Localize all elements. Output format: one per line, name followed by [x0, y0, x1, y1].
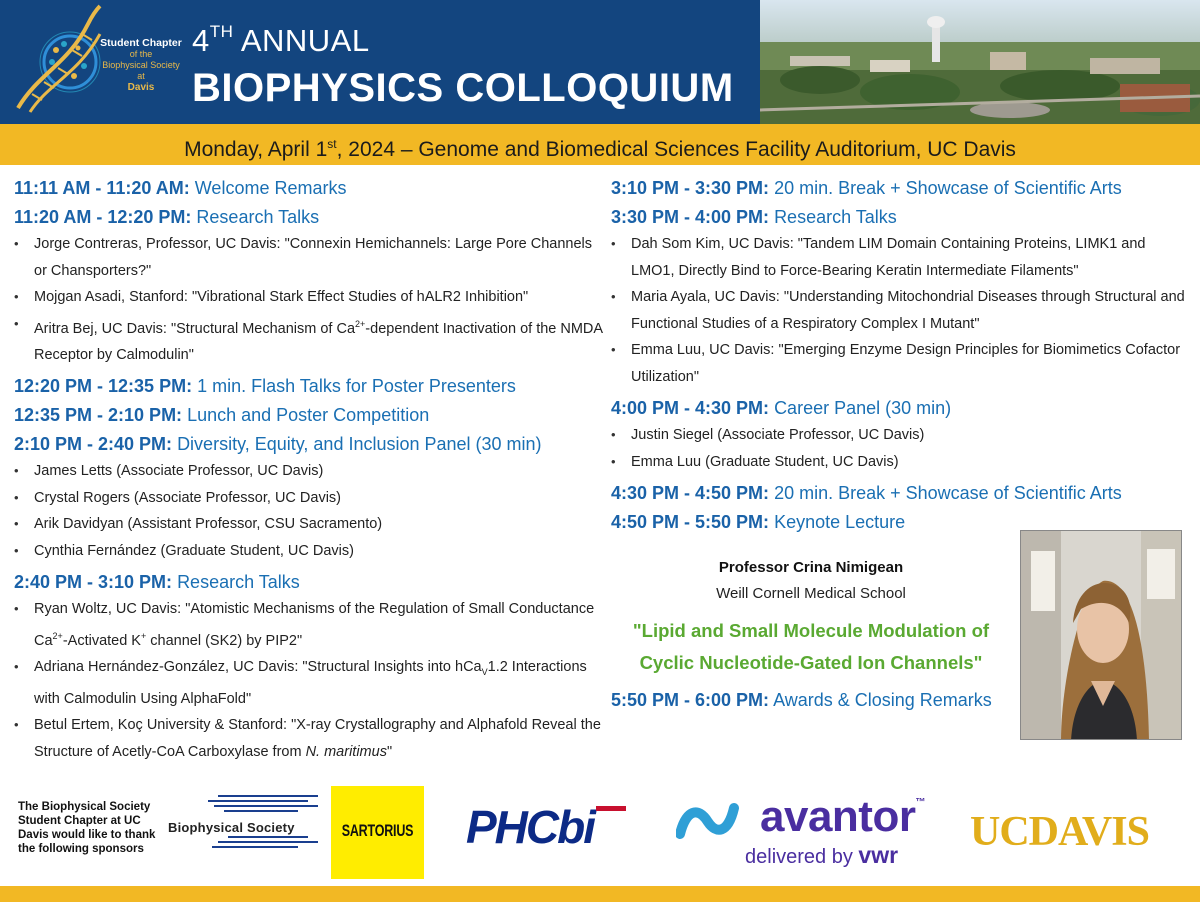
list-item: • Justin Siegel (Associate Professor, UC Davis) [611, 422, 1191, 449]
item-sup: 2+ [355, 318, 366, 329]
logo-line4: at [137, 71, 145, 81]
slot-time: 4:00 PM - 4:30 PM: [611, 398, 770, 418]
slot-title: Research Talks [196, 207, 320, 227]
slot-title: 20 min. Break + Showcase of Scientific Arts [774, 483, 1122, 503]
logo-line1: Student Chapter [100, 37, 182, 49]
avantor-tagline-text: delivered by [745, 846, 859, 868]
logo-line5: Davis [127, 82, 155, 93]
footer-bar [0, 886, 1200, 902]
header-banner [0, 0, 1200, 124]
logo-text [98, 38, 184, 93]
date-text: Monday, April 1 [184, 138, 328, 161]
slot-title: Awards & Closing Remarks [773, 690, 992, 710]
item-text: " [386, 743, 393, 760]
slot-welcome [14, 177, 604, 199]
avantor-label: avantor [760, 792, 916, 841]
item-italic: N. maritimus [305, 743, 387, 760]
item-sup: + [140, 630, 147, 641]
slot-title: Research Talks [774, 207, 897, 227]
item-text: channel (SK2) by PIP2" [146, 632, 303, 649]
campus-photo-icon [760, 0, 1200, 124]
title-ordinal-sup: TH [209, 22, 234, 41]
slot-time: 4:50 PM - 5:50 PM: [611, 512, 770, 532]
bps-label: Biophysical Society [168, 820, 295, 835]
date-sup: st [327, 137, 337, 151]
list-item: • Emma Luu (Graduate Student, UC Davis) [611, 449, 1191, 476]
list-item: • Cynthia Fernández (Graduate Student, UC Davis) [14, 538, 604, 565]
logo-line3: Biophysical Society [102, 60, 180, 70]
item-text: -Activated K [62, 632, 141, 649]
avantor-tm: ™ [915, 797, 925, 808]
schedule-right-column [611, 170, 1191, 536]
list-item: • Dah Som Kim, UC Davis: "Tandem LIM Domain Containing Proteins, LIMK1 and LMO1, Directly Bind to Force-Bearing Keratin Intermediate Filaments" [611, 231, 1191, 284]
slot-break-2 [611, 482, 1191, 504]
item-text: -dependent Inactivation of the NMDA Receptor by Calmodulin" [34, 320, 603, 363]
list-item: • James Letts (Associate Professor, UC Davis) [14, 458, 604, 485]
keynote-talk-title: "Lipid and Small Molecule Modulation of Cyclic Nucleotide-Gated Ion Channels" [632, 620, 990, 673]
location-text: , 2024 – Genome and Biomedical Sciences Facility Auditorium, UC Davis [336, 138, 1016, 161]
slot-research-talks-1 [14, 206, 604, 228]
avantor-logo [760, 792, 925, 842]
slot-title: Research Talks [177, 572, 300, 593]
slot-title: Lunch and Poster Competition [187, 405, 430, 426]
slot-dei-panel [14, 433, 604, 455]
speaker-portrait-icon [1021, 531, 1182, 740]
list-item [14, 712, 604, 765]
list-item: • Crystal Rogers (Associate Professor, UC Davis) [14, 485, 604, 512]
event-title [192, 14, 734, 113]
campus-aerial-photo [760, 0, 1200, 124]
talk-list [611, 231, 1191, 390]
slot-career-panel [611, 397, 1191, 419]
item-text: Betul Ertem, Koç University & Stanford: "X-ray Crystallography and Alphafold Reveal the Structure of Acetly-CoA Carboxylase from [34, 717, 601, 760]
date-location-bar [0, 124, 1200, 165]
slot-time: 3:10 PM - 3:30 PM: [611, 178, 770, 198]
slot-time: 2:40 PM - 3:10 PM: [14, 572, 173, 593]
chapter-logo [8, 4, 186, 116]
logo-line2: of the [129, 49, 153, 59]
list-item: • Jorge Contreras, Professor, UC Davis: "Connexin Hemichannels: Large Pore Channels or Chansporters?" [14, 231, 604, 284]
keynote-speaker: Professor Crina Nimigean [718, 559, 904, 576]
panelist-list [14, 458, 604, 564]
phcbi-label: PHCbi [466, 801, 594, 853]
slot-time: 11:11 AM - 11:20 AM: [14, 178, 190, 198]
panelist-list [611, 422, 1191, 475]
list-item [14, 596, 604, 654]
slot-research-talks-3 [611, 206, 1191, 228]
keynote-speaker-photo [1020, 530, 1182, 740]
sartorius-label: SARTORIUS [341, 821, 414, 841]
slot-closing [611, 689, 1011, 711]
title-ordinal-num: 4 [192, 23, 210, 58]
item-text: Adriana Hernández-González, UC Davis: "Structural Insights into hCa [34, 659, 482, 676]
sartorius-logo [331, 786, 424, 879]
talk-list [14, 231, 604, 368]
slot-title: 20 min. Break + Showcase of Scientific Arts [774, 178, 1122, 198]
list-item: • Maria Ayala, UC Davis: "Understanding Mitochondrial Diseases through Structural and Functional Studies of a Respiratory Complex I Mutant" [611, 284, 1191, 337]
slot-time: 11:20 AM - 12:20 PM: [14, 207, 192, 227]
keynote-details [611, 555, 1011, 714]
list-item [14, 311, 604, 369]
phcbi-red-dash [596, 806, 626, 811]
avantor-swoosh-icon [676, 800, 756, 840]
item-sub: V [481, 667, 488, 678]
avantor-tagline [745, 842, 898, 869]
title-annual-word: ANNUAL [240, 23, 370, 58]
phcbi-logo [466, 800, 594, 854]
slot-break-1 [611, 177, 1191, 199]
slot-title: Welcome Remarks [194, 178, 347, 198]
slot-time: 12:20 PM - 12:35 PM: [14, 376, 193, 397]
slot-time: 5:50 PM - 6:00 PM: [611, 690, 770, 710]
list-item: • Emma Luu, UC Davis: "Emerging Enzyme Design Principles for Biomimetics Cofactor Utilization" [611, 337, 1191, 390]
sponsor-thanks-text: The Biophysical Society Student Chapter at UC Davis would like to thank the following sponsors [18, 801, 156, 855]
list-item [14, 654, 604, 712]
slot-title: 1 min. Flash Talks for Poster Presenters [197, 376, 516, 397]
slot-time: 3:30 PM - 4:00 PM: [611, 207, 770, 227]
slot-time: 12:35 PM - 2:10 PM: [14, 405, 183, 426]
slot-title: Diversity, Equity, and Inclusion Panel (30 min) [177, 434, 542, 455]
slot-time: 4:30 PM - 4:50 PM: [611, 483, 770, 503]
item-text: Aritra Bej, UC Davis: "Structural Mechanism of Ca [34, 320, 356, 337]
slot-lunch [14, 404, 604, 426]
vwr-label: vwr [858, 842, 899, 868]
slot-research-talks-2 [14, 571, 604, 593]
item-text: Ryan Woltz, UC Davis: "Atomistic Mechanisms of the Regulation of Small Conductance Ca [34, 601, 595, 649]
item-sup: 2+ [52, 630, 63, 641]
title-annual [192, 14, 734, 59]
keynote-affiliation: Weill Cornell Medical School [716, 585, 906, 602]
item-text: 1.2 Interactions with Calmodulin Using AlphaFold" [34, 659, 587, 707]
ucdavis-logo: UCDAVIS [970, 809, 1149, 855]
slot-flash-talks [14, 375, 604, 397]
list-item: • Mojgan Asadi, Stanford: "Vibrational Stark Effect Studies of hALR2 Inhibition" [14, 284, 604, 311]
slot-title: Career Panel (30 min) [774, 398, 952, 418]
schedule-left-column [14, 170, 604, 765]
slot-title: Keynote Lecture [774, 512, 906, 532]
talk-list [14, 596, 604, 765]
list-item: • Arik Davidyan (Assistant Professor, CSU Sacramento) [14, 511, 604, 538]
slot-time: 2:10 PM - 2:40 PM: [14, 434, 173, 455]
title-main: BIOPHYSICS COLLOQUIUM [192, 66, 734, 110]
